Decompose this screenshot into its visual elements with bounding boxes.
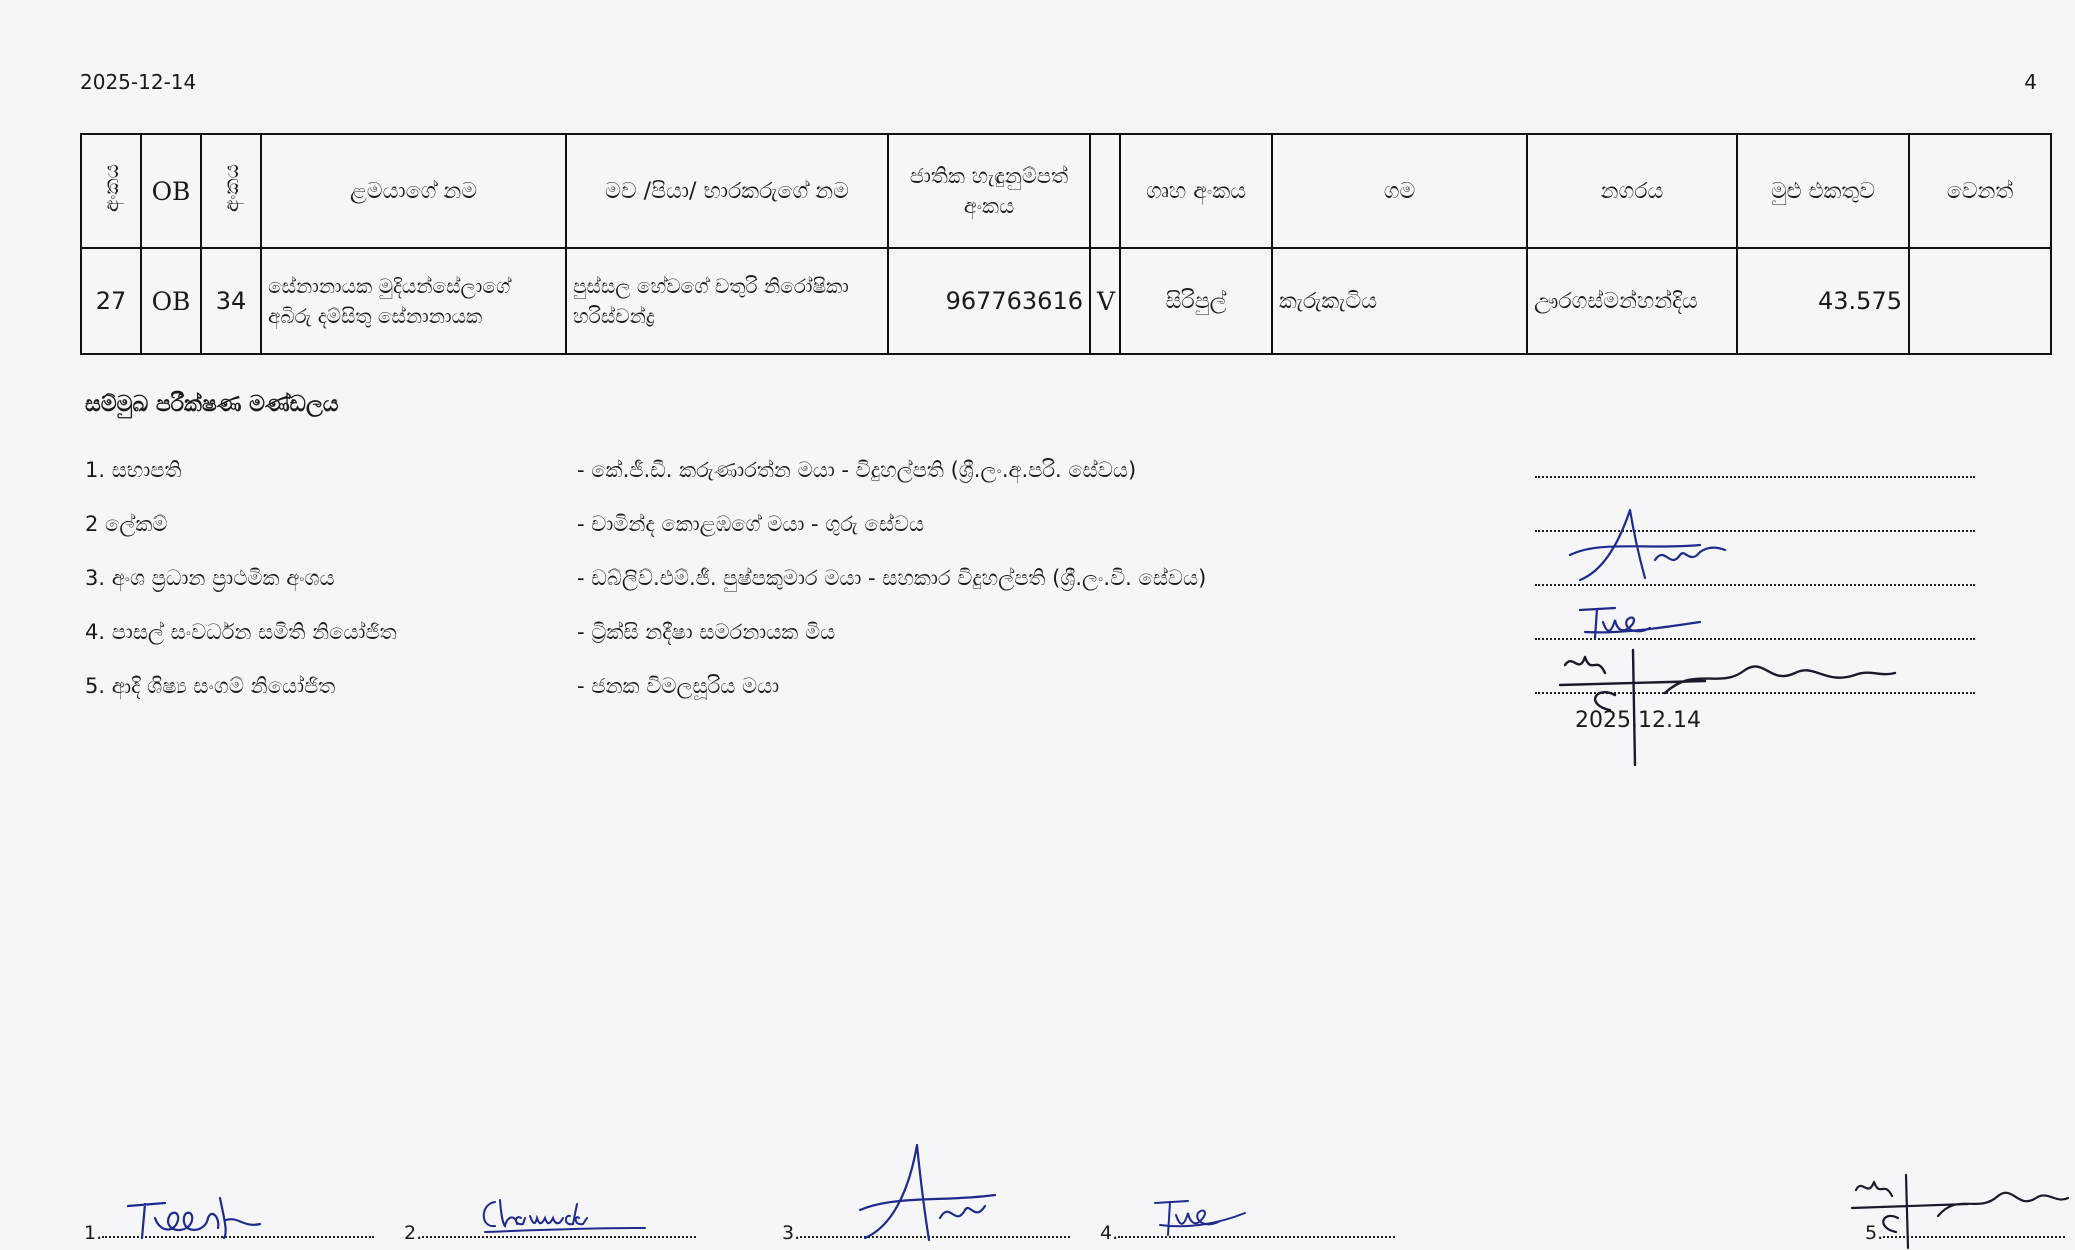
col-header-total: මුළු එකතුව	[1737, 134, 1909, 248]
col-header-ob-no: අංකය	[201, 134, 261, 248]
cell-village: කැරුකැටිය	[1272, 248, 1527, 354]
member-role: 1. සභාපති	[85, 458, 182, 482]
member-detail: - ඩබ්ලිව්.එම්.ජී. පුෂ්පකුමාර මයා - සහකාර විදුහල්පති (ශ්‍රී.ලං.වි. සේවය)	[577, 566, 1207, 590]
cell-child-name: සේනානායක මුදියන්සේලාගේ අබිරු දම්සිතු සේනානායක	[261, 248, 566, 354]
cell-ob: OB	[141, 248, 201, 354]
page-date: 2025-12-14	[80, 70, 197, 94]
cell-nic-suffix: V	[1090, 248, 1120, 354]
bottom-signature-mark-1	[120, 1188, 280, 1243]
member-detail: - චාමින්ද කොළඹගේ මයා - ගුරු සේවය	[577, 512, 925, 536]
table-row	[81, 248, 2051, 354]
cell-total: 43.575	[1737, 248, 1909, 354]
signature-line	[422, 1236, 696, 1238]
bottom-signature-mark-5	[1848, 1170, 2070, 1250]
col-header-ob: OB	[141, 134, 201, 248]
member-role: 4. පාසල් සංවර්ධන සමිති නියෝජිත	[85, 620, 397, 644]
col-header-other: වෙනත්	[1909, 134, 2051, 248]
cell-other	[1909, 248, 2051, 354]
bottom-signature-mark-2	[475, 1190, 650, 1235]
member-detail: - ට්‍රික්සි නදීෂා සමරනායක මිය	[577, 620, 836, 644]
signature-number: 5.	[1865, 1222, 1884, 1244]
page-number: 4	[2024, 70, 2037, 94]
board-member-1	[85, 458, 1915, 498]
cell-house-no: සිරිපුල්	[1120, 248, 1272, 354]
col-header-village: ගම	[1272, 134, 1527, 248]
col-header-guardian-name: මව /පියා/ භාරකරුගේ නම	[566, 134, 888, 248]
cell-town: ඌරගස්මන්හන්දිය	[1527, 248, 1737, 354]
member-detail: - කේ.ජී.ඩී. කරුණාරත්න මයා - විදුහල්පති (ශ්‍රී.ලං.අ.පරි. සේවය)	[577, 458, 1137, 482]
board-title: සම්මුඛ පරීක්ෂණ මණ්ඩලය	[85, 392, 339, 417]
member-role: 2 ලේකම්	[85, 512, 168, 536]
col-header-nic-suffix	[1090, 134, 1120, 248]
col-header-nic: ජාතික හැඳුනුම්පත් අංකය	[888, 134, 1090, 248]
cell-nic-number: 967763616	[888, 248, 1090, 354]
bottom-signature-mark-4	[1150, 1195, 1250, 1240]
cell-no: 27	[81, 248, 141, 354]
signature-number: 2.	[404, 1222, 423, 1244]
col-header-child-name: ළමයාගේ නම	[261, 134, 566, 248]
signature-number: 1.	[84, 1222, 103, 1244]
member-role: 5. ආදි ශිෂ්‍ය සංගම් නියෝජිත	[85, 674, 336, 698]
bottom-signature-mark-3	[855, 1140, 1005, 1250]
signature-member-3	[1560, 500, 1730, 590]
col-header-no: අංකය	[81, 134, 141, 248]
signature-line	[1535, 476, 1975, 478]
cell-guardian-name: පුස්සල හේවගේ චතුරි නිරෝෂිකා හරිස්චන්ද්‍ර	[566, 248, 888, 354]
signature-date: 2025.12.14	[1575, 708, 1701, 733]
col-header-house-no: ගෘහ අංකය	[1120, 134, 1272, 248]
signature-member-4	[1575, 600, 1705, 645]
member-role: 3. අංශ ප්‍රධාන ප්‍රාථමික අංශය	[85, 566, 335, 590]
member-detail: - ජනක විමලසූරිය මයා	[577, 674, 780, 698]
records-table	[80, 133, 2052, 355]
signature-number: 3.	[782, 1222, 801, 1244]
col-header-town: නගරය	[1527, 134, 1737, 248]
signature-number: 4.	[1100, 1222, 1119, 1244]
cell-ob-no: 34	[201, 248, 261, 354]
table-header-row	[81, 134, 2051, 248]
